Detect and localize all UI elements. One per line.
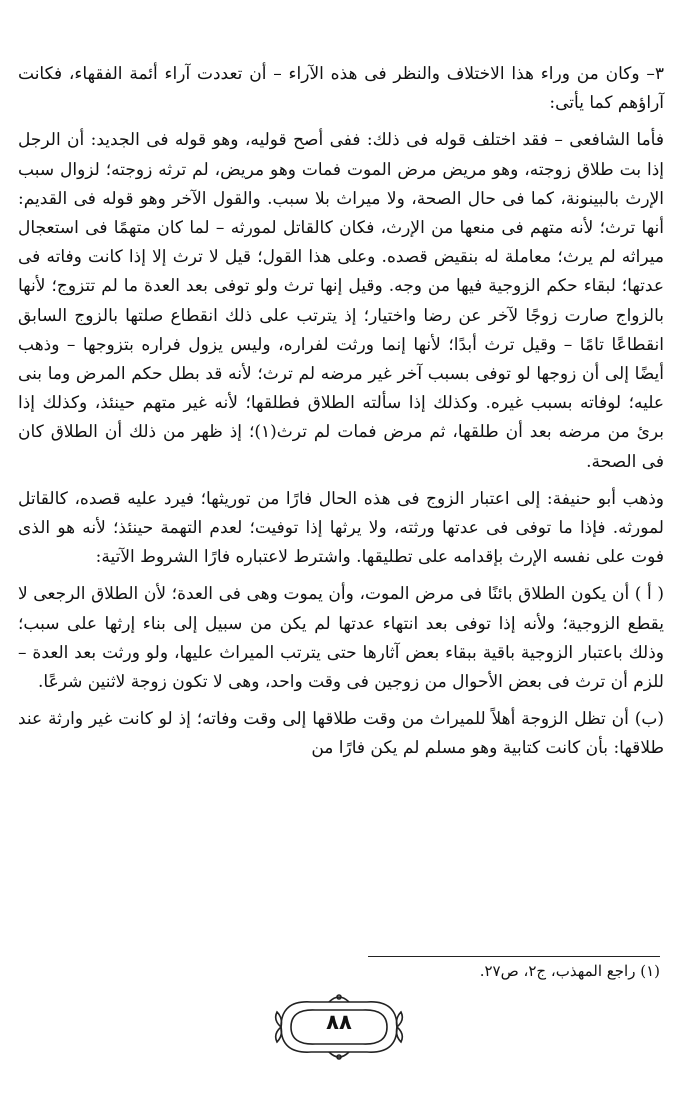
paragraph-2: فأما الشافعى – فقد اختلف قوله فى ذلك: ففى أصح قوليه، وهو قوله فى الجديد: أن الرجل إذا بت طلاق زوجته، وهو مريض مرض الموت فمات وهو مريض، لم ترثه زوجته؛ لزوال سبب الإرث بالبينونة، كما فى حال الصحة، ولا ميراث بلا سبب. والقول الآخر وهو قوله فى القديم: أنها ترث؛ لأنه متهم فى منعها من الإرث، فكان كالقاتل لمورثه – لما كان متهمًا فى استعجال ميراثه لم يرث؛ معاملة له بنقيض قصده. وعلى هذا القول؛ قيل لا ترث إلا إذا كانت وفاته فى عدتها؛ لبقاء حكم الزوجية فيها من وجه. وقيل إنها ترث ولو توفى بعد العدة ما لم تتزوج؛ لأنها بالزواج صارت زوجًا لآخر عن رضا واختيار؛ إذ يترتب على ذلك انقطاع صلتها بالزوج السابق انقطاعًا تامًا – وقيل ترث أبدًا؛ لأنها إنما ورثت لفراره، وليس يزول فراره بتزوجها – وذهب أيضًا إلى أن زوجها لو توفى بسبب آخر غير مرضه لم ترث؛ لأنه قد بطل حكم المرض وما بنى عليه؛ لوفاته بسبب غيره. وكذلك إذا سألته الطلاق فطلقها؛ لأنه غير متهم حينئذ، وكذلك إذا برئ من مرضه بعد أن طلقها، ثم مرض فمات لم ترث(١)؛ إذ ظهر من ذلك أن الطلاق كان فى الصحة. (18, 130, 664, 472)
page-body (18, 60, 664, 764)
paragraph-1: ٣– وكان من وراء هذا الاختلاف والنظر فى هذه الآراء – أن تعددت آراء أئمة الفقهاء، فكانت آراؤهم كما يأتى: (18, 64, 664, 114)
footnote-separator (368, 956, 660, 957)
paragraph-3: وذهب أبو حنيفة: إلى اعتبار الزوج فى هذه الحال فارًا من توريثها؛ فيرد عليه قصده، كالقاتل لمورثه. فإذا ما توفى فى عدتها ورثته، ولا يرثها إذا توفيت؛ لعدم التهمة حينئذ؛ لأنه هو الذى فوت على نفسه الإرث بإقدامه على تطليقها. واشترط لاعتباره فارًا الشروط الآتية: (18, 488, 664, 568)
page-number-ornament (271, 992, 407, 1062)
paragraph-4: ( أ ) أن يكون الطلاق بائنًا فى مرض الموت، وأن يموت وهى فى العدة؛ لأن الطلاق الرجعى لا يقطع الزوجية؛ ولأنه إذا توفى بعد انتهاء عدتها لم يكن من سبيل إلى بناء إرثها على سبب؛ وذلك باعتبار الزوجية باقية ببقاء بعض آثارها حتى يترتب الميراث عليها، ولو ورثت بعد العدة – للزم أن ترث فى بعض الأحوال من زوجين فى وقت واحد، وهى لا تكون زوجة لاثنين شرعًا. (18, 584, 665, 693)
paragraph-5: (ب) أن تظل الزوجة أهلاً للميراث من وقت طلاقها إلى وقت وفاته؛ إذ لو كانت غير وارثة عند طلاقها: بأن كانت كتابية وهو مسلم لم يكن فارًا من (18, 709, 664, 759)
footnote: (١) راجع المهذب، ج٢، ص٢٧. (479, 962, 660, 980)
page-number: ٨٨ (326, 1010, 352, 1034)
